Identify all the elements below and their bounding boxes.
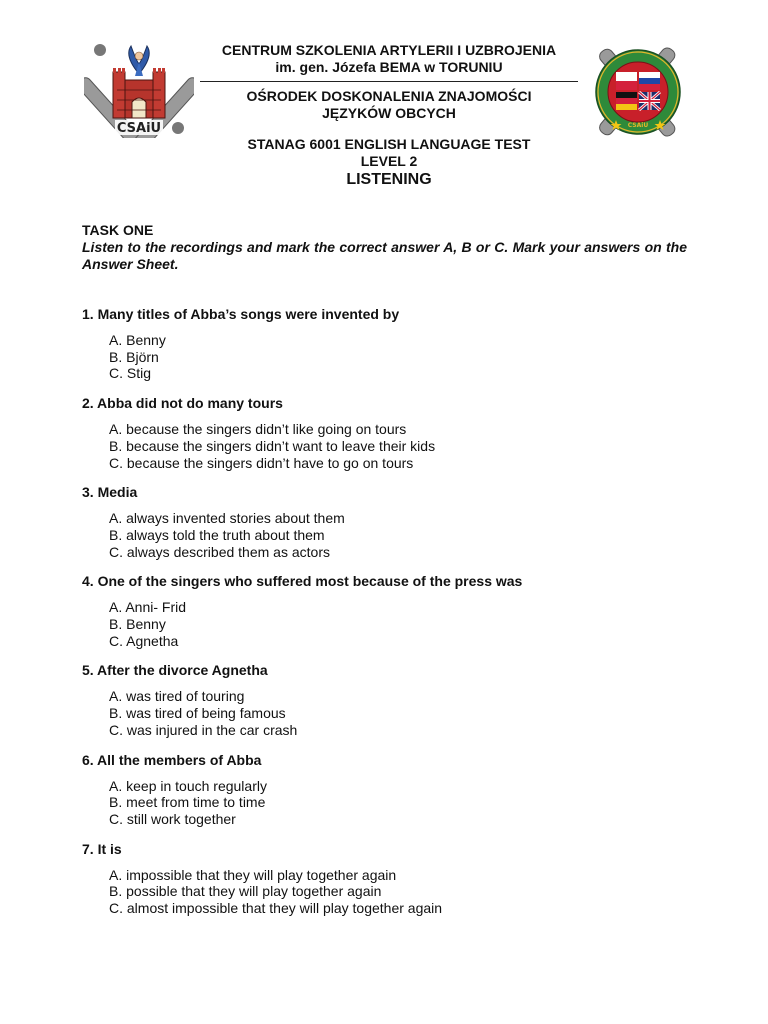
question-1 bbox=[82, 306, 687, 382]
option-a: A. was tired of touring bbox=[109, 688, 245, 705]
task-instructions: Listen to the recordings and mark the correct answer A, B or C. Mark your answers on the Answer Sheet. bbox=[82, 239, 687, 272]
question-7 bbox=[82, 841, 687, 917]
option-c: C. still work together bbox=[109, 810, 236, 827]
document-header bbox=[200, 42, 578, 190]
option-a: A. because the singers didn’t like going on tours bbox=[109, 421, 407, 438]
question-2 bbox=[82, 395, 687, 471]
header-divider bbox=[200, 81, 578, 82]
header-center-name-cont: JĘZYKÓW OBCYCH bbox=[322, 105, 456, 121]
task-title: TASK ONE bbox=[82, 222, 154, 238]
option-b: B. was tired of being famous bbox=[109, 705, 286, 722]
answer-options bbox=[82, 510, 687, 560]
header-level: LEVEL 2 bbox=[360, 153, 418, 169]
question-text: 7. It is bbox=[82, 840, 122, 857]
question-3 bbox=[82, 484, 687, 560]
question-5 bbox=[82, 662, 687, 738]
question-6 bbox=[82, 752, 687, 828]
right-emblem-lettering: CSAiU bbox=[627, 122, 649, 129]
answer-options bbox=[82, 421, 687, 471]
header-test-name: STANAG 6001 ENGLISH LANGUAGE TEST bbox=[247, 136, 531, 152]
option-a: A. always invented stories about them bbox=[109, 510, 345, 527]
question-text: 5. After the divorce Agnetha bbox=[82, 662, 268, 679]
option-c: C. Agnetha bbox=[109, 632, 179, 649]
header-institution: CENTRUM SZKOLENIA ARTYLERII I UZBROJENIA bbox=[221, 42, 557, 58]
header-institution-patron: im. gen. Józefa BEMA w TORUNIU bbox=[275, 59, 503, 75]
header-center-name: OŚRODEK DOSKONALENIA ZNAJOMOŚCI bbox=[246, 88, 532, 104]
option-c: C. almost impossible that they will play together again bbox=[109, 900, 443, 917]
option-b: B. Björn bbox=[109, 348, 159, 365]
option-b: B. always told the truth about them bbox=[109, 526, 325, 543]
question-text: 4. One of the singers who suffered most because of the press was bbox=[82, 573, 523, 590]
option-a: A. keep in touch regularly bbox=[109, 777, 267, 794]
page-title: LISTENING bbox=[346, 171, 432, 188]
option-b: B. because the singers didn’t want to leave their kids bbox=[109, 437, 436, 454]
answer-options bbox=[82, 867, 687, 917]
option-b: B. meet from time to time bbox=[109, 794, 266, 811]
answer-options bbox=[82, 332, 687, 382]
option-a: A. Benny bbox=[109, 332, 166, 348]
answer-options bbox=[82, 778, 687, 828]
question-text: 3. Media bbox=[82, 484, 138, 501]
question-4 bbox=[82, 573, 687, 649]
option-b: B. possible that they will play together again bbox=[109, 883, 382, 900]
question-text: 2. Abba did not do many tours bbox=[82, 395, 283, 412]
option-a: A. Anni- Frid bbox=[109, 599, 187, 616]
option-b: B. Benny bbox=[109, 616, 166, 633]
option-c: C. always described them as actors bbox=[109, 543, 330, 560]
option-c: C. because the singers didn’t have to go on tours bbox=[109, 454, 414, 471]
option-c: C. was injured in the car crash bbox=[109, 721, 298, 738]
answer-options bbox=[82, 688, 687, 738]
academy-emblem-left bbox=[84, 38, 194, 138]
question-list bbox=[82, 306, 687, 917]
test-content bbox=[82, 222, 687, 930]
castle-emblem-icon bbox=[84, 38, 194, 138]
option-a: A. impossible that they will play together again bbox=[109, 866, 397, 883]
option-c: C. Stig bbox=[109, 365, 152, 382]
flags-badge-icon bbox=[586, 40, 690, 144]
question-text: 1. Many titles of Abba’s songs were invented by bbox=[82, 306, 400, 322]
left-emblem-lettering: CSAiU bbox=[116, 121, 162, 136]
language-center-emblem-right bbox=[586, 40, 690, 144]
question-text: 6. All the members of Abba bbox=[82, 751, 262, 768]
answer-options bbox=[82, 599, 687, 649]
